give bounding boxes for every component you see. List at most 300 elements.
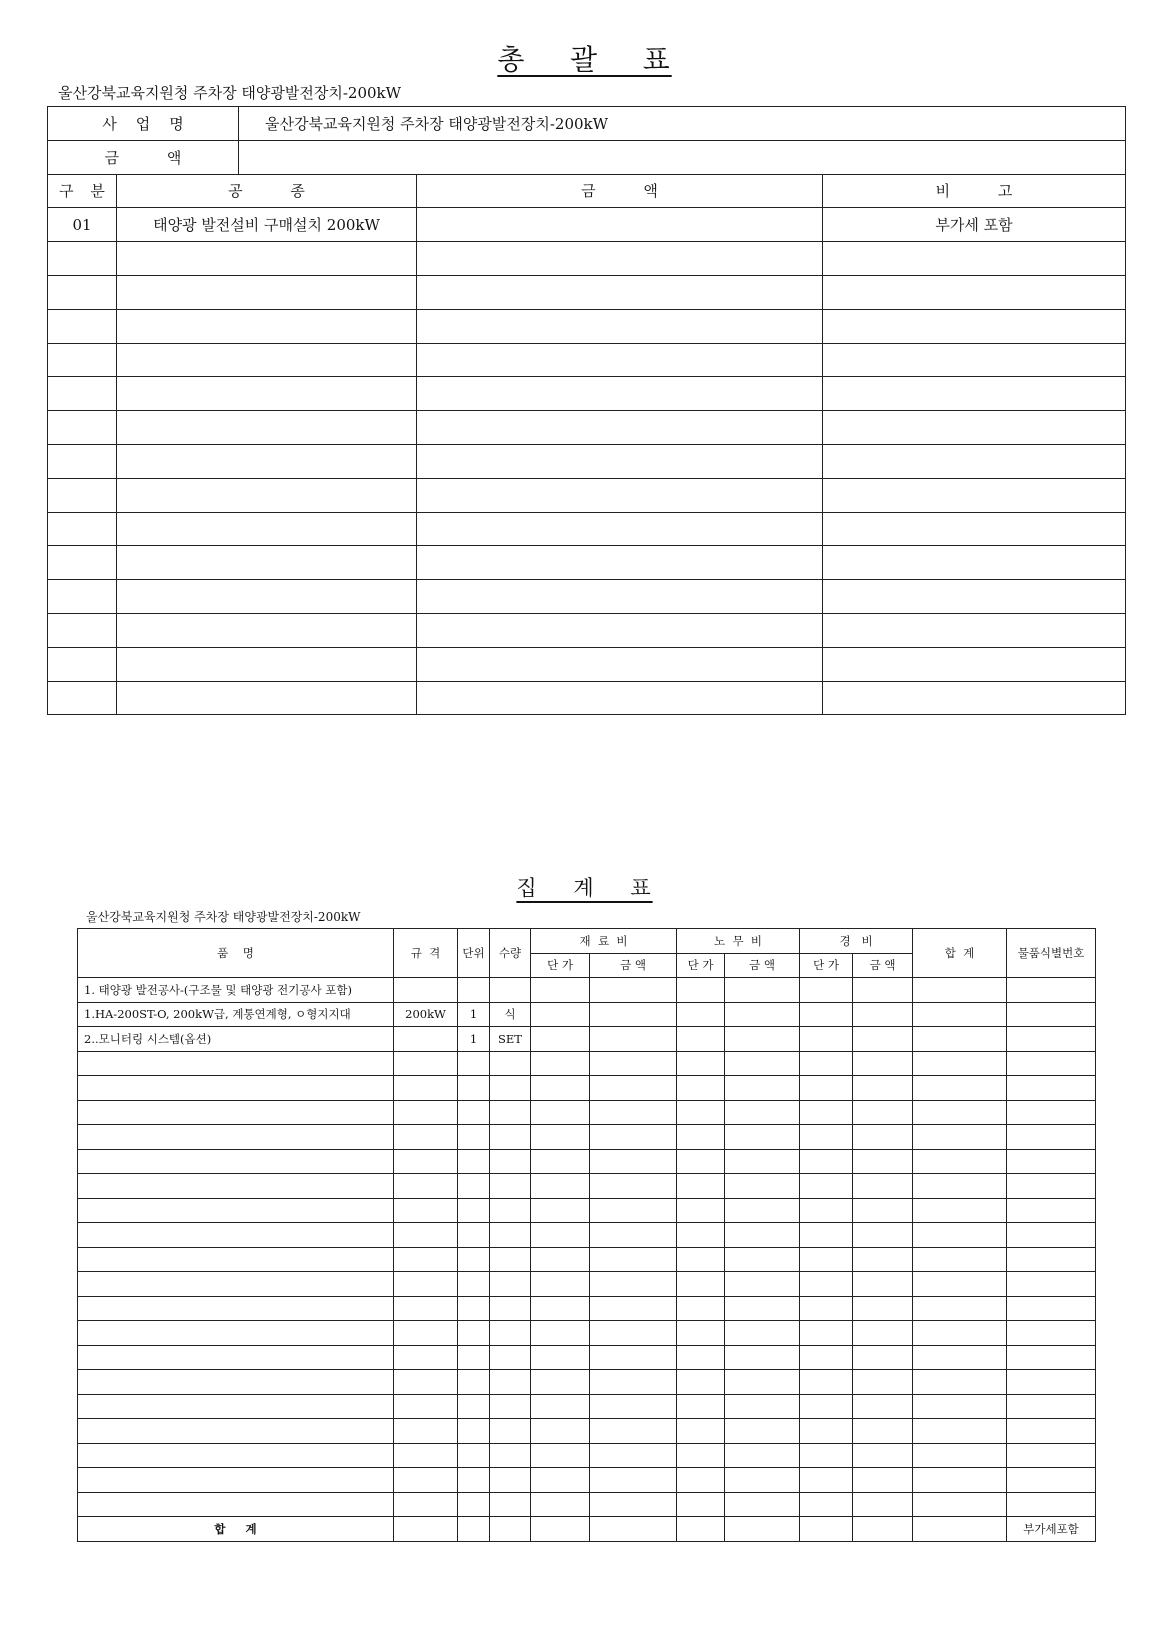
project-name-row <box>48 107 1126 141</box>
amount-row <box>48 140 1126 174</box>
cell-lab-price <box>677 1468 725 1493</box>
cell-lab-price <box>677 1149 725 1174</box>
cell-exp-price <box>800 1125 853 1150</box>
cell-mat-price <box>531 1345 590 1370</box>
cell-mat-amount <box>590 1443 677 1468</box>
cell-item <box>78 1076 394 1101</box>
aggregate-title: 집 계 표 <box>516 876 653 900</box>
cell-exp-amount <box>853 1198 913 1223</box>
header-expense-unit-price: 단 가 <box>800 953 853 978</box>
cell-unit <box>458 1468 490 1493</box>
summary-row-remarks: 부가세 포함 <box>823 208 1126 242</box>
cell-exp-price <box>800 1027 853 1052</box>
summary-row-amount <box>417 242 823 276</box>
cell-qty <box>490 1345 531 1370</box>
cell-mat-amount <box>590 1027 677 1052</box>
cell-exp-price <box>800 1370 853 1395</box>
cell-total <box>913 978 1007 1003</box>
cell-exp-price <box>800 1468 853 1493</box>
cell-unit <box>458 1051 490 1076</box>
cell-lab-price <box>677 1296 725 1321</box>
summary-row <box>48 444 1126 478</box>
cell-item-no <box>1007 1051 1096 1076</box>
summary-row-division <box>48 444 117 478</box>
cell-unit <box>458 1321 490 1346</box>
summary-row-division <box>48 343 117 377</box>
summary-row-amount <box>417 444 823 478</box>
cell-exp-amount <box>853 978 913 1003</box>
cell-spec <box>394 1125 458 1150</box>
cell-lab-amount <box>725 1149 800 1174</box>
summary-row-remarks <box>823 309 1126 343</box>
cell-lab-price <box>677 1076 725 1101</box>
cell-lab-amount <box>725 1027 800 1052</box>
cell-lab-amount <box>725 1198 800 1223</box>
cell-spec <box>394 1149 458 1174</box>
cell-lab-amount <box>725 1076 800 1101</box>
cell-exp-price <box>800 978 853 1003</box>
cell-mat-price <box>531 978 590 1003</box>
cell-mat-amount <box>590 1051 677 1076</box>
cell-qty <box>490 1100 531 1125</box>
table-row <box>78 1002 1096 1027</box>
cell-lab-amount <box>725 1174 800 1199</box>
summary-row-amount <box>417 411 823 445</box>
cell-qty <box>490 1198 531 1223</box>
cell-spec <box>394 1100 458 1125</box>
cell-mat-price <box>531 1272 590 1297</box>
header-expense-amount: 금 액 <box>853 953 913 978</box>
cell-item <box>78 1492 394 1517</box>
cell-total <box>913 1321 1007 1346</box>
aggregate-subtitle: 울산강북교육지원청 주차장 태양광발전장치-200kW <box>86 910 361 924</box>
cell-spec <box>394 1468 458 1493</box>
cell-lab-amount <box>725 1419 800 1444</box>
summary-row-amount <box>417 478 823 512</box>
cell-spec <box>394 1051 458 1076</box>
summary-row-work <box>117 242 417 276</box>
cell-qty <box>490 1321 531 1346</box>
cell-unit <box>458 1125 490 1150</box>
summary-row-remarks <box>823 681 1126 715</box>
summary-row-division <box>48 309 117 343</box>
cell-item: 1.HA-200ST-O, 200kW급, 계통연계형, ㅇ형지지대 <box>78 1002 394 1027</box>
cell-unit <box>458 1076 490 1101</box>
cell-item <box>78 1370 394 1395</box>
summary-row-division <box>48 242 117 276</box>
summary-row <box>48 275 1126 309</box>
cell-mat-amount <box>590 1394 677 1419</box>
cell-exp-amount <box>853 1051 913 1076</box>
cell-total <box>913 1076 1007 1101</box>
summary-row <box>48 546 1126 580</box>
cell-item-no <box>1007 1296 1096 1321</box>
cell-item-no <box>1007 1321 1096 1346</box>
cell-mat-price <box>531 1149 590 1174</box>
table-row <box>78 1027 1096 1052</box>
header-labor: 노 무 비 <box>677 929 800 954</box>
table-row <box>78 1051 1096 1076</box>
cell-item <box>78 1198 394 1223</box>
cell-exp-price <box>800 1002 853 1027</box>
summary-row <box>48 377 1126 411</box>
table-row <box>78 1198 1096 1223</box>
summary-row-work <box>117 546 417 580</box>
summary-row <box>48 478 1126 512</box>
cell-mat-amount <box>590 1002 677 1027</box>
summary-row <box>48 309 1126 343</box>
cell-spec <box>394 1492 458 1517</box>
summary-row-division <box>48 681 117 715</box>
cell-item <box>78 1125 394 1150</box>
table-row <box>78 1345 1096 1370</box>
cell-lab-price <box>677 1051 725 1076</box>
table-row <box>78 1370 1096 1395</box>
cell-spec <box>394 1345 458 1370</box>
cell-exp-price <box>800 1296 853 1321</box>
cell-item <box>78 1100 394 1125</box>
total-cell <box>853 1517 913 1542</box>
summary-row-remarks <box>823 343 1126 377</box>
cell-exp-amount <box>853 1296 913 1321</box>
cell-qty <box>490 1272 531 1297</box>
total-note: 부가세포함 <box>1007 1517 1096 1542</box>
cell-item-no <box>1007 1174 1096 1199</box>
cell-lab-amount <box>725 1345 800 1370</box>
table-row <box>78 1247 1096 1272</box>
cell-total <box>913 1419 1007 1444</box>
header-qty: 수량 <box>490 929 531 978</box>
cell-exp-amount <box>853 1492 913 1517</box>
total-label: 합 계 <box>78 1517 394 1542</box>
cell-mat-price <box>531 1468 590 1493</box>
cell-lab-amount <box>725 1370 800 1395</box>
summary-row-work <box>117 411 417 445</box>
cell-total <box>913 1223 1007 1248</box>
table-row <box>78 1443 1096 1468</box>
header-labor-unit-price: 단 가 <box>677 953 725 978</box>
summary-row-division <box>48 512 117 546</box>
cell-item <box>78 1443 394 1468</box>
cell-spec <box>394 1076 458 1101</box>
cell-qty: SET <box>490 1027 531 1052</box>
table-row <box>78 1468 1096 1493</box>
summary-row-amount <box>417 580 823 614</box>
cell-mat-price <box>531 1174 590 1199</box>
cell-item-no <box>1007 1345 1096 1370</box>
cell-lab-amount <box>725 1296 800 1321</box>
table-row <box>78 1100 1096 1125</box>
cell-mat-price <box>531 1321 590 1346</box>
table-row <box>78 978 1096 1003</box>
cell-spec <box>394 1296 458 1321</box>
cell-qty <box>490 1247 531 1272</box>
cell-item: 1. 태양광 발전공사-(구조물 및 태양광 전기공사 포함) <box>78 978 394 1003</box>
summary-row-work <box>117 681 417 715</box>
cell-lab-price <box>677 978 725 1003</box>
cell-qty <box>490 1076 531 1101</box>
cell-qty <box>490 1370 531 1395</box>
summary-table <box>47 106 1126 715</box>
cell-item-no <box>1007 1492 1096 1517</box>
cell-mat-amount <box>590 1272 677 1297</box>
summary-row-amount <box>417 681 823 715</box>
cell-qty <box>490 1419 531 1444</box>
summary-row-division <box>48 647 117 681</box>
cell-exp-amount <box>853 1321 913 1346</box>
summary-row-remarks <box>823 580 1126 614</box>
cell-mat-price <box>531 1492 590 1517</box>
cell-item <box>78 1174 394 1199</box>
cell-spec <box>394 1272 458 1297</box>
cell-unit <box>458 978 490 1003</box>
cell-spec <box>394 1027 458 1052</box>
summary-row-division <box>48 478 117 512</box>
summary-row-remarks <box>823 546 1126 580</box>
total-cell <box>725 1517 800 1542</box>
cell-qty <box>490 1468 531 1493</box>
cell-lab-price <box>677 1247 725 1272</box>
total-cell <box>590 1517 677 1542</box>
cell-qty <box>490 1492 531 1517</box>
summary-row-work <box>117 613 417 647</box>
cell-item-no <box>1007 1272 1096 1297</box>
cell-item-no <box>1007 978 1096 1003</box>
header-division: 구 분 <box>48 174 117 208</box>
total-cell <box>531 1517 590 1542</box>
cell-mat-amount <box>590 1100 677 1125</box>
summary-row <box>48 411 1126 445</box>
cell-lab-price <box>677 1443 725 1468</box>
cell-mat-price <box>531 1394 590 1419</box>
cell-mat-price <box>531 1247 590 1272</box>
cell-unit: 1 <box>458 1027 490 1052</box>
cell-exp-price <box>800 1223 853 1248</box>
cell-unit <box>458 1272 490 1297</box>
cell-exp-amount <box>853 1076 913 1101</box>
cell-exp-amount <box>853 1125 913 1150</box>
summary-row-remarks <box>823 275 1126 309</box>
cell-lab-amount <box>725 1443 800 1468</box>
summary-row-amount <box>417 343 823 377</box>
cell-unit <box>458 1419 490 1444</box>
cell-unit <box>458 1296 490 1321</box>
cell-total <box>913 1051 1007 1076</box>
cell-total <box>913 1125 1007 1150</box>
cell-mat-amount <box>590 1174 677 1199</box>
cell-unit <box>458 1394 490 1419</box>
header-amount: 금 액 <box>417 174 823 208</box>
header-labor-amount: 금 액 <box>725 953 800 978</box>
project-name-value <box>239 107 1126 141</box>
cell-lab-amount <box>725 1247 800 1272</box>
cell-total <box>913 1002 1007 1027</box>
cell-lab-price <box>677 1345 725 1370</box>
cell-item <box>78 1296 394 1321</box>
table-row <box>78 1321 1096 1346</box>
cell-item-no <box>1007 1247 1096 1272</box>
cell-unit <box>458 1345 490 1370</box>
table-row <box>78 1492 1096 1517</box>
cell-mat-amount <box>590 1468 677 1493</box>
cell-item: 2..모니터링 시스템(옵션) <box>78 1027 394 1052</box>
cell-item <box>78 1247 394 1272</box>
cell-item <box>78 1419 394 1444</box>
cell-total <box>913 1370 1007 1395</box>
cell-mat-amount <box>590 1198 677 1223</box>
cell-item <box>78 1272 394 1297</box>
table-row <box>78 1125 1096 1150</box>
summary-row <box>48 613 1126 647</box>
cell-lab-amount <box>725 1321 800 1346</box>
cell-exp-price <box>800 1149 853 1174</box>
cell-qty <box>490 1125 531 1150</box>
summary-row <box>48 242 1126 276</box>
total-cell <box>800 1517 853 1542</box>
cell-exp-price <box>800 1174 853 1199</box>
cell-item-no <box>1007 1419 1096 1444</box>
cell-mat-amount <box>590 1125 677 1150</box>
header-work: 공 종 <box>117 174 417 208</box>
table-row <box>78 1296 1096 1321</box>
header-expense: 경 비 <box>800 929 913 954</box>
summary-row-division <box>48 613 117 647</box>
cell-spec <box>394 978 458 1003</box>
summary-row-amount <box>417 546 823 580</box>
summary-row-remarks <box>823 411 1126 445</box>
cell-total <box>913 1149 1007 1174</box>
cell-mat-amount <box>590 1370 677 1395</box>
summary-row <box>48 343 1126 377</box>
cell-qty <box>490 1051 531 1076</box>
summary-row-remarks <box>823 478 1126 512</box>
cell-exp-amount <box>853 1100 913 1125</box>
summary-row-amount <box>417 647 823 681</box>
header-spec: 규 격 <box>394 929 458 978</box>
cell-mat-price <box>531 1002 590 1027</box>
cell-lab-amount <box>725 1223 800 1248</box>
cell-mat-price <box>531 1125 590 1150</box>
header-remarks: 비 고 <box>823 174 1126 208</box>
amount-value <box>239 140 1126 174</box>
cell-unit <box>458 1370 490 1395</box>
header-item: 품 명 <box>78 929 394 978</box>
cell-exp-price <box>800 1100 853 1125</box>
summary-row-division <box>48 546 117 580</box>
cell-unit <box>458 1174 490 1199</box>
aggregate-header-row-1 <box>78 929 1096 954</box>
cell-qty <box>490 1174 531 1199</box>
cell-spec <box>394 1370 458 1395</box>
cell-mat-amount <box>590 1492 677 1517</box>
cell-exp-price <box>800 1419 853 1444</box>
cell-exp-price <box>800 1492 853 1517</box>
cell-item-no <box>1007 1223 1096 1248</box>
amount-label: 금 액 <box>48 140 239 174</box>
cell-exp-amount <box>853 1443 913 1468</box>
summary-row-remarks <box>823 377 1126 411</box>
cell-mat-price <box>531 1076 590 1101</box>
table-row <box>78 1272 1096 1297</box>
header-material: 재 료 비 <box>531 929 677 954</box>
cell-total <box>913 1247 1007 1272</box>
cell-item-no <box>1007 1027 1096 1052</box>
cell-lab-price <box>677 1223 725 1248</box>
summary-row-work <box>117 512 417 546</box>
cell-lab-price <box>677 1198 725 1223</box>
summary-row-work <box>117 478 417 512</box>
cell-lab-amount <box>725 1468 800 1493</box>
cell-exp-price <box>800 1321 853 1346</box>
cell-item-no <box>1007 1002 1096 1027</box>
summary-row <box>48 681 1126 715</box>
cell-exp-amount <box>853 1223 913 1248</box>
summary-row-work <box>117 377 417 411</box>
summary-row-amount <box>417 309 823 343</box>
cell-spec: 200kW <box>394 1002 458 1027</box>
cell-item-no <box>1007 1443 1096 1468</box>
cell-unit <box>458 1149 490 1174</box>
cell-lab-amount <box>725 1051 800 1076</box>
cell-mat-price <box>531 1370 590 1395</box>
header-total: 합 계 <box>913 929 1007 978</box>
cell-lab-amount <box>725 978 800 1003</box>
cell-total <box>913 1272 1007 1297</box>
cell-qty <box>490 1296 531 1321</box>
table-row <box>78 1174 1096 1199</box>
cell-mat-amount <box>590 1149 677 1174</box>
table-row <box>78 1394 1096 1419</box>
cell-lab-price <box>677 1174 725 1199</box>
table-row <box>78 1419 1096 1444</box>
cell-item <box>78 1051 394 1076</box>
cell-qty <box>490 1394 531 1419</box>
aggregate-total-row <box>78 1517 1096 1542</box>
cell-exp-price <box>800 1443 853 1468</box>
project-name-text: 울산강북교육지원청 주차장 태양광발전장치-200kW <box>265 114 609 133</box>
cell-total <box>913 1492 1007 1517</box>
cell-unit <box>458 1100 490 1125</box>
cell-unit <box>458 1492 490 1517</box>
cell-item-no <box>1007 1149 1096 1174</box>
summary-subtitle: 울산강북교육지원청 주차장 태양광발전장치-200kW <box>58 84 402 102</box>
cell-qty <box>490 1149 531 1174</box>
project-name-label: 사 업 명 <box>48 107 239 141</box>
cell-lab-amount <box>725 1002 800 1027</box>
cell-spec <box>394 1223 458 1248</box>
cell-lab-price <box>677 1492 725 1517</box>
cell-item-no <box>1007 1370 1096 1395</box>
cell-item <box>78 1345 394 1370</box>
cell-spec <box>394 1419 458 1444</box>
summary-row-division <box>48 275 117 309</box>
cell-exp-price <box>800 1394 853 1419</box>
cell-total <box>913 1443 1007 1468</box>
cell-mat-price <box>531 1223 590 1248</box>
cell-mat-amount <box>590 1223 677 1248</box>
cell-item <box>78 1321 394 1346</box>
summary-row-division <box>48 377 117 411</box>
summary-row-work <box>117 343 417 377</box>
header-material-unit-price: 단 가 <box>531 953 590 978</box>
table-row <box>78 1223 1096 1248</box>
cell-total <box>913 1100 1007 1125</box>
cell-spec <box>394 1321 458 1346</box>
cell-item-no <box>1007 1076 1096 1101</box>
cell-qty: 식 <box>490 1002 531 1027</box>
summary-row-division: 01 <box>48 208 117 242</box>
table-row <box>78 1149 1096 1174</box>
